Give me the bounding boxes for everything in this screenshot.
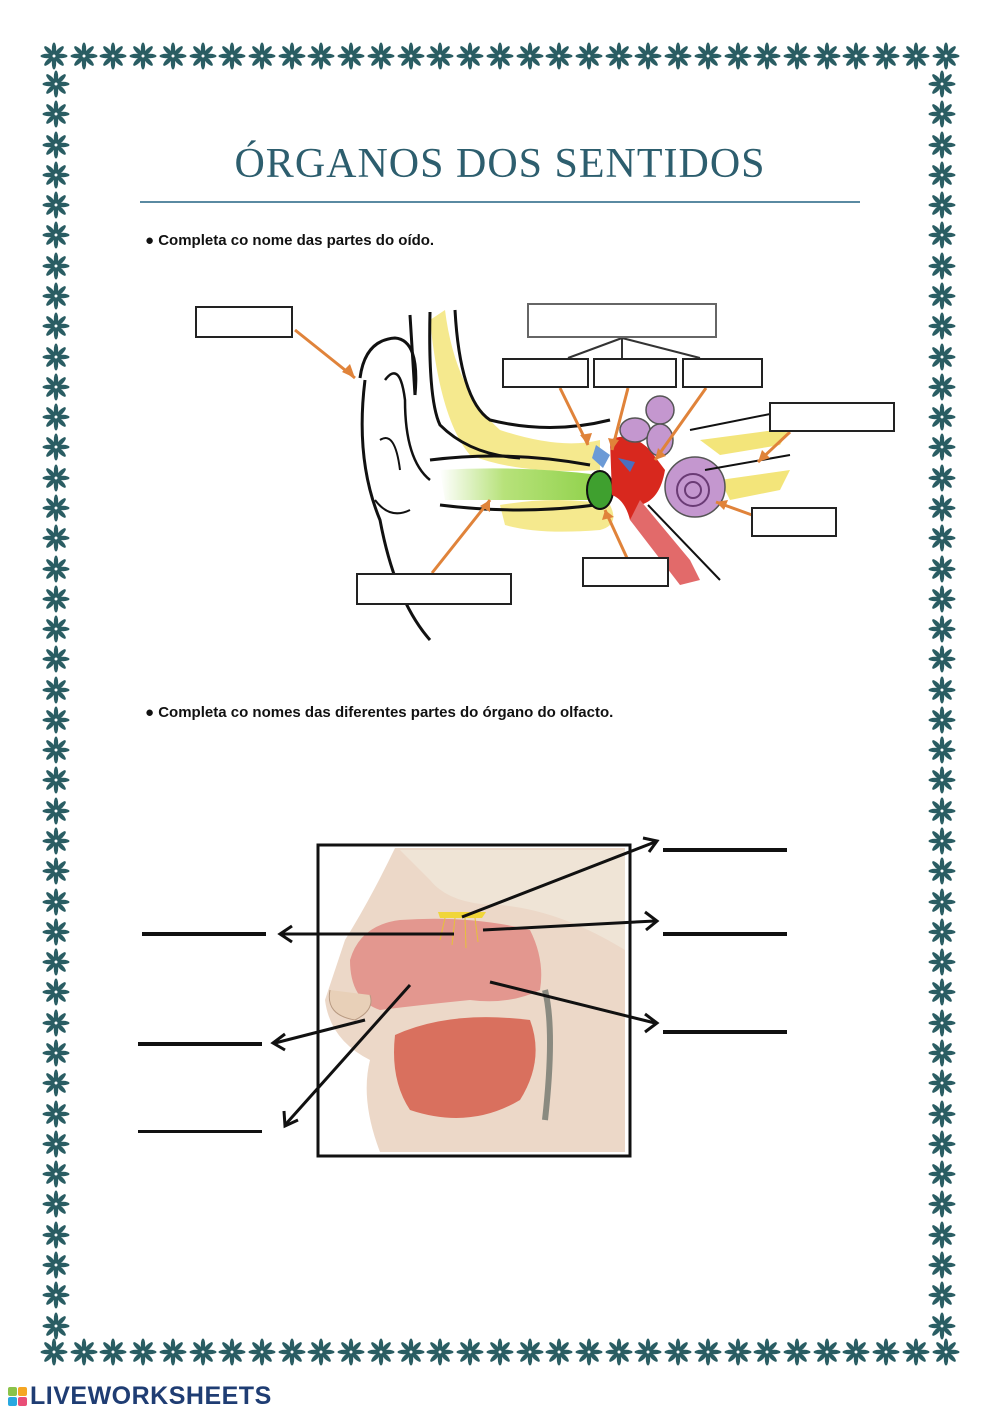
nose-label-input[interactable] [138,1111,262,1130]
page-title: ÓRGANOS DOS SENTIDOS [234,141,766,187]
nose-label-input[interactable] [663,830,787,848]
instruction-nose: ● Completa co nomes das diferentes partes do órgano do olfacto. [145,704,614,721]
nose-label-input[interactable] [663,914,787,932]
nose-label-input[interactable] [142,914,266,932]
nose-label-left-2[interactable] [138,1024,262,1046]
logo-tiles-icon [8,1387,27,1406]
nose-label-left-3[interactable] [138,1111,262,1133]
nose-label-input[interactable] [138,1024,262,1042]
nose-label-input[interactable] [663,1012,787,1030]
nose-label-right-2[interactable] [663,914,787,936]
nose-label-left-1[interactable] [142,914,266,936]
logo-text: LIVEWORKSHEETS [30,1382,272,1410]
liveworksheets-logo [8,1382,272,1411]
nose-label-right-3[interactable] [663,1012,787,1034]
nose-label-right-1[interactable] [663,830,787,852]
instruction-ear: ● Completa co nome das partes do oído. [145,232,435,249]
